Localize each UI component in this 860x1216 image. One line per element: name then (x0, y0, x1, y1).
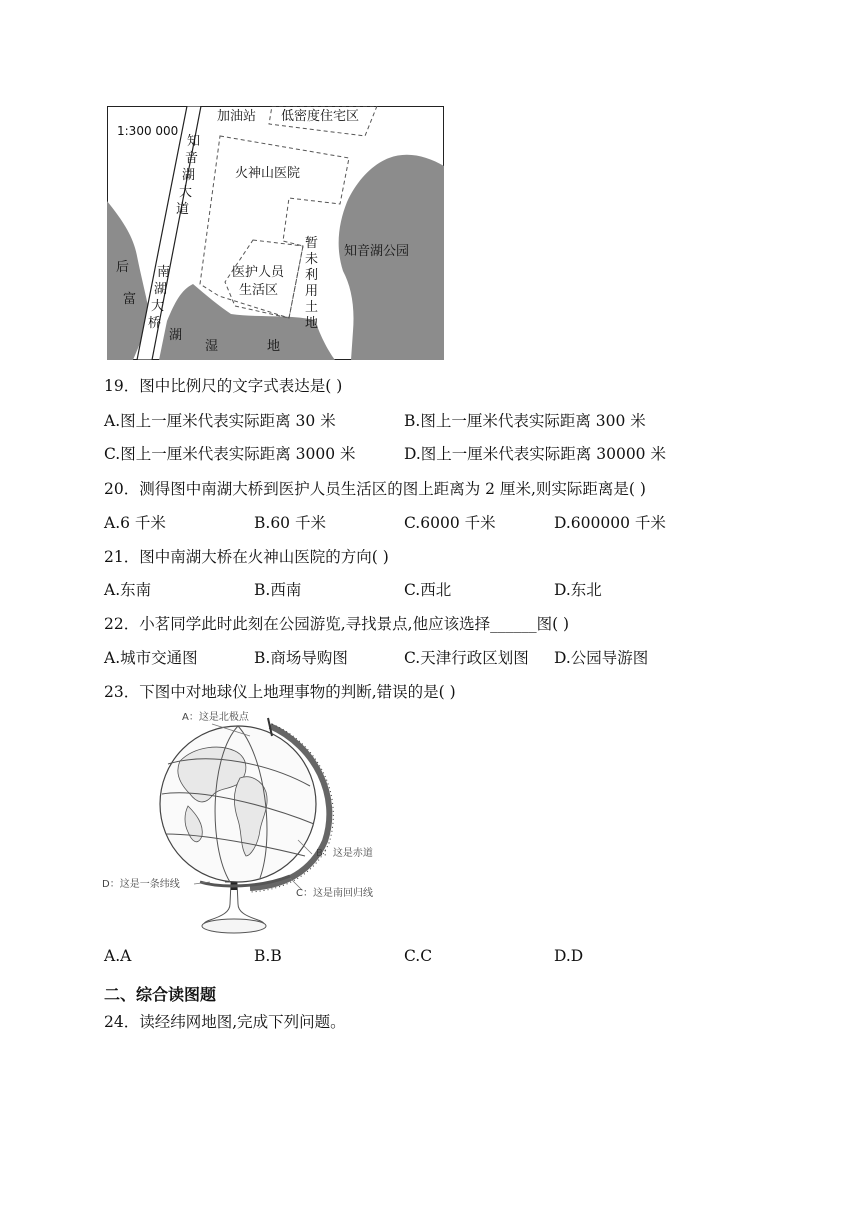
park-label: 知音湖公园 (344, 244, 410, 259)
map-scale: 1:300 000 (117, 124, 179, 138)
city-map-figure (107, 106, 444, 360)
question-24-stem: 24．读经纬网地图,完成下列问题。 (104, 1013, 346, 1031)
question-21-stem: 21．图中南湖大桥在火神山医院的方向( ) (104, 548, 389, 566)
unused-land-char: 利 (305, 268, 319, 283)
avenue-label-char: 道 (176, 202, 190, 217)
unused-land-char: 用 (305, 284, 319, 299)
globe-label-b: B：这是赤道 (316, 848, 373, 859)
unused-land-char: 土 (305, 300, 319, 315)
bridge-char: 湖 (154, 282, 168, 297)
question-21-option-a[interactable]: A.东南 (104, 581, 152, 599)
question-23-option-a[interactable]: A.A (104, 947, 132, 965)
globe-label-d: D：这是一条纬线 (102, 879, 180, 890)
bridge-char: 南 (157, 265, 171, 280)
question-23-option-b[interactable]: B.B (254, 947, 282, 965)
gas-station-label: 加油站 (217, 109, 257, 124)
question-22-option-c[interactable]: C.天津行政区划图 (404, 649, 529, 667)
avenue-label-char: 大 (179, 185, 193, 200)
question-20-option-d[interactable]: D.600000 千米 (554, 514, 666, 532)
housing-label-2: 生活区 (239, 283, 279, 298)
wetland-char: 湿 (205, 339, 219, 354)
question-20-option-b[interactable]: B.60 千米 (254, 514, 326, 532)
question-23-option-d[interactable]: D.D (554, 947, 584, 965)
question-19-option-b[interactable]: B.图上一厘米代表实际距离 300 米 (404, 412, 646, 430)
question-22-option-b[interactable]: B.商场导购图 (254, 649, 348, 667)
unused-land-char: 暂 (305, 236, 319, 251)
hospital-label: 火神山医院 (235, 166, 301, 181)
wetland-char: 湖 (169, 328, 183, 343)
avenue-label-char: 音 (185, 151, 199, 166)
wetland-char: 地 (267, 339, 281, 354)
question-19-option-a[interactable]: A.图上一厘米代表实际距离 30 米 (104, 412, 336, 430)
globe-label-a: A：这是北极点 (182, 712, 249, 723)
question-22-option-a[interactable]: A.城市交通图 (104, 649, 198, 667)
avenue-label-char: 知 (187, 134, 201, 149)
question-20-stem: 20．测得图中南湖大桥到医护人员生活区的图上距离为 2 厘米,则实际距离是( ) (104, 480, 646, 498)
question-19-option-c[interactable]: C.图上一厘米代表实际距离 3000 米 (104, 445, 356, 463)
unused-land-char: 未 (305, 252, 319, 267)
question-19-stem: 19．图中比例尺的文字式表达是( ) (104, 377, 343, 395)
unused-land-char: 地 (305, 316, 319, 331)
question-22-stem: 22．小茗同学此时此刻在公园游览,寻找景点,他应该选择______图( ) (104, 615, 570, 633)
bridge-char: 大 (151, 299, 165, 314)
low-density-label: 低密度住宅区 (281, 109, 360, 124)
question-20-option-c[interactable]: C.6000 千米 (404, 514, 496, 532)
question-21-option-d[interactable]: D.东北 (554, 581, 602, 599)
globe-figure (100, 706, 400, 938)
housing-label-1: 医护人员 (232, 265, 285, 280)
question-23-option-c[interactable]: C.C (404, 947, 433, 965)
question-23-stem: 23．下图中对地球仪上地理事物的判断,错误的是( ) (104, 683, 456, 701)
houfu-char: 富 (123, 292, 137, 307)
section-title: 二、综合读图题 (104, 985, 217, 1004)
question-20-option-a[interactable]: A.6 千米 (104, 514, 166, 532)
houfu-char: 后 (116, 260, 130, 275)
question-19-option-d[interactable]: D.图上一厘米代表实际距离 30000 米 (404, 445, 666, 463)
question-22-option-d[interactable]: D.公园导游图 (554, 649, 649, 667)
question-21-option-b[interactable]: B.西南 (254, 581, 302, 599)
globe-label-c: C：这是南回归线 (296, 888, 373, 899)
bridge-char: 桥 (148, 316, 162, 331)
avenue-label-char: 湖 (182, 168, 196, 183)
question-21-option-c[interactable]: C.西北 (404, 581, 452, 599)
